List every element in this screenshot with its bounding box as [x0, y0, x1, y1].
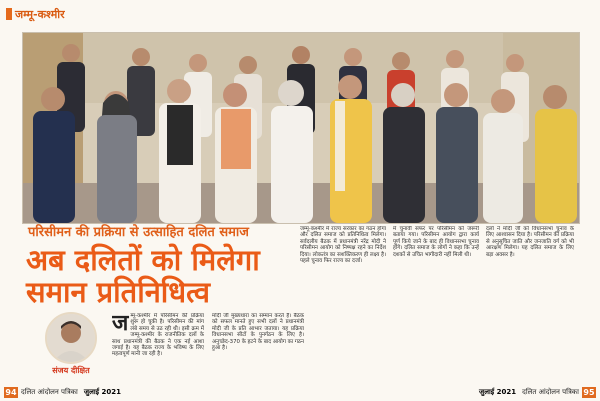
left-page-number: 94 — [5, 388, 17, 397]
headline-line-2: समान प्रतिनिधित्व — [26, 275, 210, 309]
headline-line-1: अब दलितों को मिलेगा — [26, 243, 260, 277]
right-page-number: 95 — [583, 388, 595, 397]
column-2-text: मोदी जी मुख्यधारा का सम्मान करते हैं। बैठक को सफल मानते हुए सभी दलों ने प्रधानमंत्री मोदी जी के प्रति आभार जताया। यह प्रक्रिया विधानसभा सीटों के पुनर्गठन के लिए है। अनुच्छेद-370 के हटने के बाद आयोग का गठन हुआ है। — [212, 313, 304, 352]
article-column-1 — [112, 313, 204, 381]
column-3-text: जम्मू-कश्मीर में राज्य सरकार का गठन होगा और दलित समाज को प्रतिनिधित्व मिलेगा। सर्वदलीय बैठक में प्रधानमंत्री नरेंद्र मोदी ने परिसीमन आयोग को निष्पक्ष रहने का निर्देश दिया। लोकतंत्र का सशक्तिकरण ही लक्ष्य है। पहले चुनाव फिर राज्य का दर्जा। — [300, 226, 386, 265]
article-column-3 — [300, 226, 386, 381]
author-avatar — [45, 312, 97, 364]
page-footer — [0, 384, 600, 401]
footer-publication-right: दलित आंदोलन पत्रिका — [522, 388, 579, 396]
footer-issue-right: जुलाई 2021 — [479, 388, 517, 396]
column-5-text: दलों ने मोदी जी को विधानसभा चुनाव के लिए आश्वासन दिया है। परिसीमन की प्रक्रिया से अनुसूचित जाति और जनजाति वर्ग को भी आरक्षण मिलेगा। यह दलित समाज के लिए बड़ा अवसर है। — [486, 226, 574, 258]
author-block — [36, 312, 106, 376]
footer-issue-left: जुलाई 2021 — [83, 388, 121, 396]
section-tag-marker — [6, 8, 12, 20]
article-column-2 — [212, 313, 304, 381]
column-4-text: में चुनावी सफर पर परिसीमन को जरूरी बताया गया। परिसीमन आयोग द्वारा कार्य पूर्ण किये जाने के बाद ही विधानसभा चुनाव होंगे। दलित समाज के लोगों ने कहा कि उन्हें दशकों से उचित भागीदारी नहीं मिली थी। — [393, 226, 479, 258]
footer-publication-left: दलित आंदोलन पत्रिका — [21, 388, 78, 396]
drop-cap: ज — [112, 313, 129, 336]
article-column-4 — [393, 226, 479, 381]
group-photo — [22, 32, 580, 224]
kicker: परिसीमन की प्रक्रिया से उत्साहित दलित समाज — [28, 225, 249, 240]
article-column-5 — [486, 226, 574, 381]
section-tag — [6, 6, 65, 22]
column-1-text: म्मू-कश्मीर में परिसीमन की प्रक्रिया शुरू हो चुकी है। परिसीमन की मांग लंबे समय से उठ रही थी। इसी क्रम में जम्मू-कश्मीर के राजनीतिक दलों के साथ प्रधानमंत्री की बैठक ने एक नई आशा जगाई है। यह बैठक राज्य के भविष्य के लिए महत्वपूर्ण मानी जा रही है। — [112, 313, 204, 358]
author-name: संजय दीक्षित — [52, 366, 90, 375]
section-tag-label: जम्मू-कश्मीर — [15, 7, 65, 21]
